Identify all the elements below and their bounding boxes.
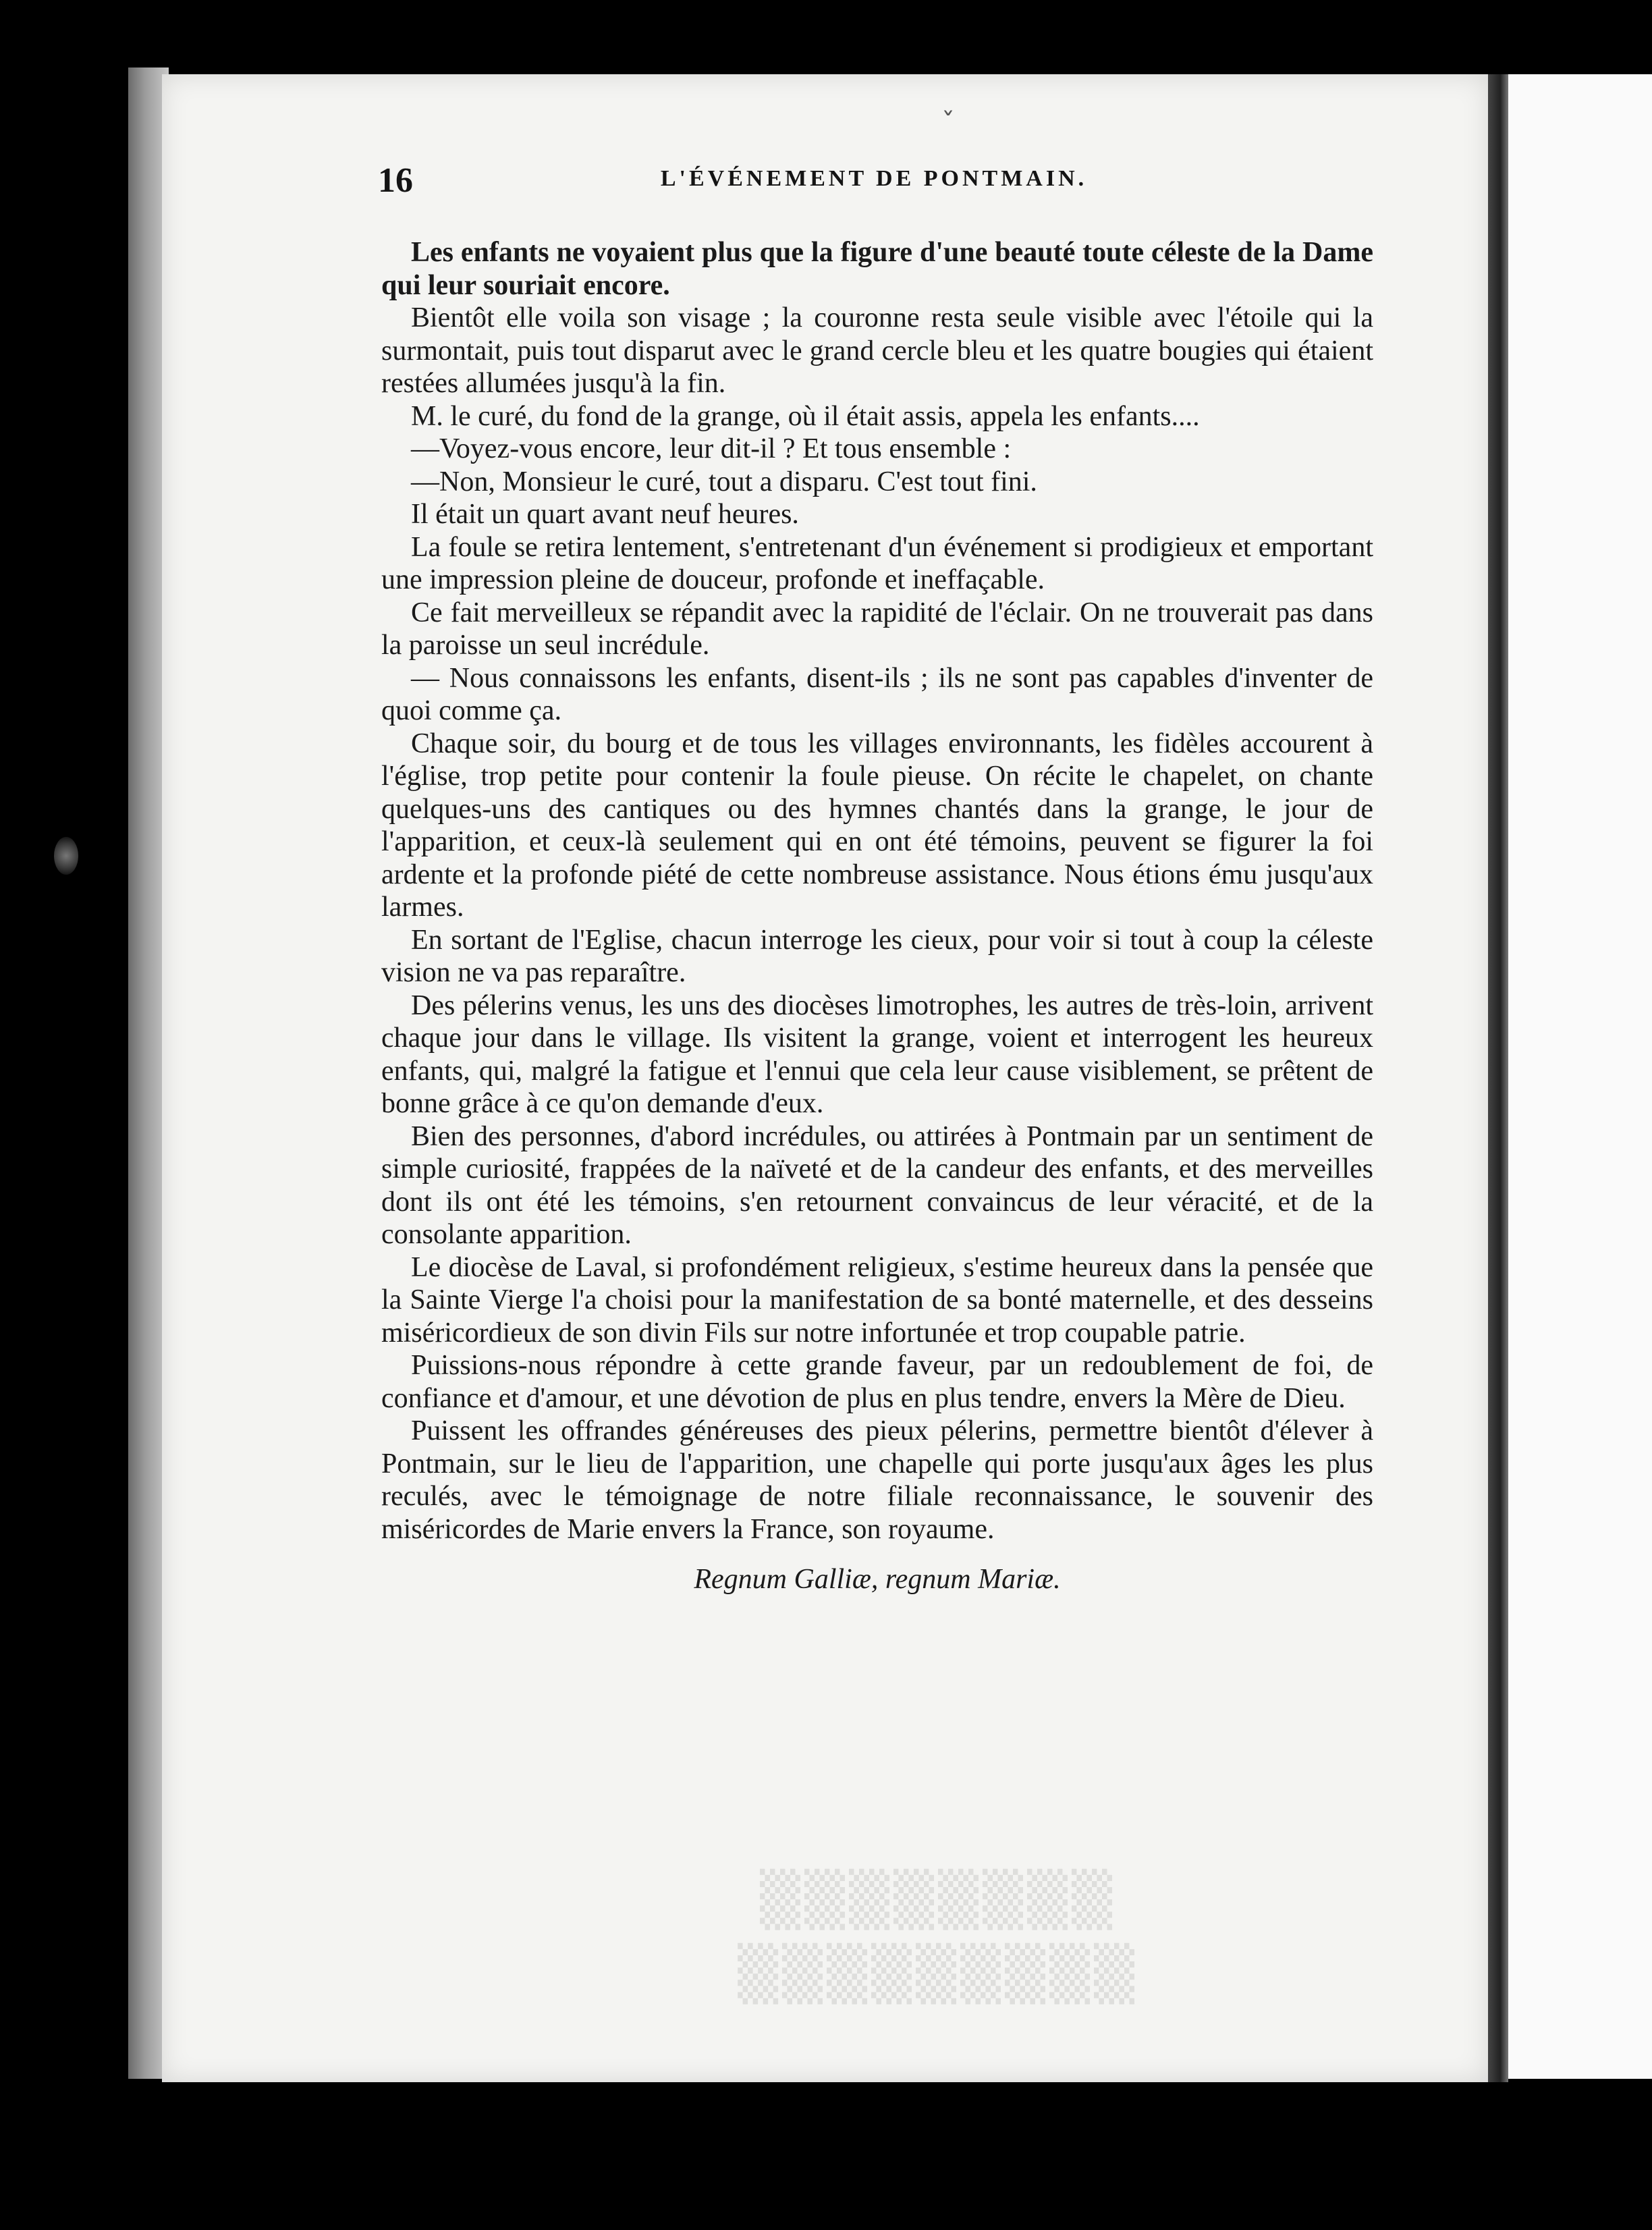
paragraph: Le diocèse de Laval, si profondément religieux, s'estime heureux dans la pensée que la Sainte Vierge l'a choisi pour la manifestation de sa bonté maternelle, et des desseins miséricordieux de son divin Fils sur notre infortunée et trop coupable patrie. [381,1251,1373,1349]
paragraph: Les enfants ne voyaient plus que la figure d'une beauté toute céleste de la Dame qui leur souriait encore. [381,237,1373,301]
paragraph: —Voyez-vous encore, leur dit-il ? Et tous ensemble : [411,433,1012,464]
paragraph: Des pélerins venus, les uns des diocèses limotrophes, les autres de très-loin, arrivent chaque jour dans le village. Ils visitent la grange, voient et interrogent les heureux enfants, qui, malgré la fatigue et l'ennui que cela leur cause visiblement, se prêtent de bonne grâce à ce qu'on demande d'eux. [381,989,1373,1119]
paragraph: Puissent les offrandes généreuses des pieux pélerins, permettre bientôt d'élever à Pontmain, sur le lieu de l'apparition, une chapelle qui porte jusqu'aux âges les plus reculés, avec le témoignage de notre filiale reconnaissance, le souvenir des miséricordes de Marie envers la France, son royaume. [381,1415,1373,1545]
motto: Regnum Galliæ, regnum Mariæ. [694,1564,1061,1595]
page-gutter [1488,74,1508,2082]
paragraph: Chaque soir, du bourg et de tous les villages environnants, les fidèles accourent à l'église, trop petite pour contenir la foule pieuse. On récite le chapelet, on chante quelques-uns des cantiques ou des hymnes chantés dans la grange, le jour de l'apparition, et ceux-là seulement qui en ont été témoins, peuvent se figurer la foi ardente et la profonde piété de cette nombreuse assistance. Nous étions ému jusqu'aux larmes. [381,728,1373,923]
paragraph: Puissions-nous répondre à cette grande faveur, par un redoublement de foi, de confiance et d'amour, et une dévotion de plus en plus tendre, envers la Mère de Dieu. [381,1350,1373,1414]
paragraph: Il était un quart avant neuf heures. [411,499,799,530]
running-title: L'ÉVÉNEMENT DE PONTMAIN. [660,166,1088,191]
paragraph: Bien des personnes, d'abord incrédules, ou attirées à Pontmain par un sentiment de simple curiosité, frappées de la naïveté et de la candeur des enfants, et des merveilles dont ils ont été les témoins, s'en retournent convaincus de leur véracité, et de la consolante apparition. [381,1120,1373,1250]
page-header [378,161,1370,208]
library-stamp: ▒▒▒▒▒▒▒▒ ▒▒▒▒▒▒▒▒▒ [738,1870,1138,2005]
paragraph: Bientôt elle voila son visage ; la couronne resta seule visible avec l'étoile qui la surmontait, puis tout disparut avec le grand cercle bleu et les quatre bougies qui étaient restées allumées jusqu'à la fin. [381,302,1373,399]
page-number: 16 [378,161,413,200]
paragraph: M. le curé, du fond de la grange, où il était assis, appela les enfants.... [411,400,1200,432]
paragraph: En sortant de l'Eglise, chacun interroge les cieux, pour voir si tout à coup la céleste vision ne va pas reparaître. [381,924,1373,988]
facing-page [1508,74,1652,2079]
mark-icon: ˇ [941,108,955,139]
paragraph: — Nous connaissons les enfants, disent-ils ; ils ne sont pas capables d'inventer de quoi comme ça. [381,662,1373,726]
paragraph: —Non, Monsieur le curé, tout a disparu. C'est tout fini. [411,466,1037,497]
paragraph: Ce fait merveilleux se répandit avec la rapidité de l'éclair. On ne trouverait pas dans la paroisse un seul incrédule. [381,597,1373,661]
dust-speck [54,837,78,875]
paragraph: La foule se retira lentement, s'entretenant d'un événement si prodigieux et emportant une impression pleine de douceur, profonde et ineffaçable. [381,531,1373,595]
body-text [381,236,1373,1596]
